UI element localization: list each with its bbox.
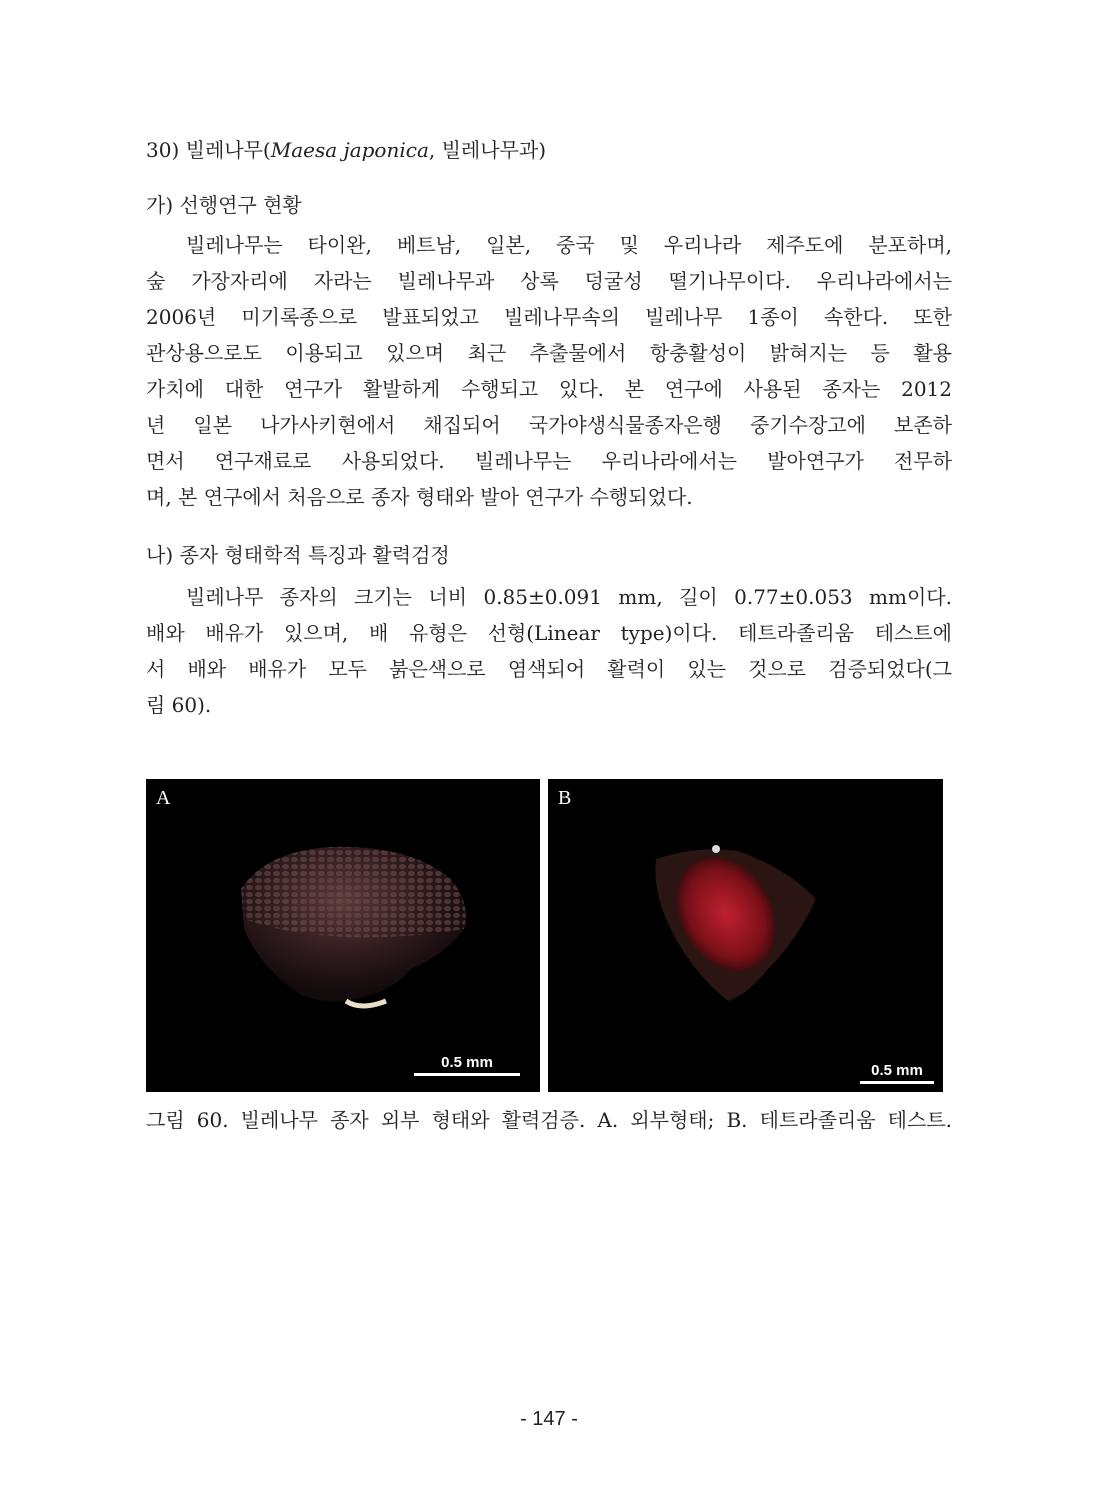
paragraph-line: 숲 가장자리에 자라는 빌레나무과 상록 덩굴성 떨기나무이다. 우리나라에서는 xyxy=(146,269,952,293)
page-number: - 147 - xyxy=(520,1408,578,1430)
section-a-title: 가) 선행연구 현황 xyxy=(146,193,302,217)
paragraph-line: 년 일본 나가사키현에서 채집되어 국가야생식물종자은행 중기수장고에 보존하 xyxy=(146,413,952,437)
figure-panel-a xyxy=(146,779,540,1092)
scale-bar: 0.5 mm xyxy=(860,1062,934,1084)
panel-label: A xyxy=(156,787,171,809)
seed-external-photo xyxy=(146,779,540,1092)
section-b-title: 나) 종자 형태학적 특징과 활력검정 xyxy=(146,543,450,567)
paragraph-line: 서 배와 배유가 모두 붉은색으로 염색되어 활력이 있는 것으로 검증되었다(그 xyxy=(146,657,952,681)
paragraph-line: 가치에 대한 연구가 활발하게 수행되고 있다. 본 연구에 사용된 종자는 2012 xyxy=(146,377,952,401)
paragraph-line: 빌레나무는 타이완, 베트남, 일본, 중국 및 우리나라 제주도에 분포하며, xyxy=(186,233,952,257)
paragraph-line: 관상용으로도 이용되고 있으며 최근 추출물에서 항충활성이 밝혀지는 등 활용 xyxy=(146,341,952,365)
figure-caption: 그림 60. 빌레나무 종자 외부 형태와 활력검증. A. 외부형태; B. 테트라졸리움 테스트. xyxy=(146,1108,952,1132)
paragraph-line: 면서 연구재료로 사용되었다. 빌레나무는 우리나라에서는 발아연구가 전무하 xyxy=(146,449,952,473)
seed-tetrazolium-photo xyxy=(548,779,943,1092)
paragraph-line: 며, 본 연구에서 처음으로 종자 형태와 발아 연구가 수행되었다. xyxy=(146,485,693,509)
paragraph-line: 림 60). xyxy=(146,693,212,717)
scale-bar: 0.5 mm xyxy=(414,1054,520,1076)
paragraph-line: 빌레나무 종자의 크기는 너비 0.85±0.091 mm, 길이 0.77±0.053 mm이다. xyxy=(186,585,952,609)
paragraph-line: 2006년 미기록종으로 발표되었고 빌레나무속의 빌레나무 1종이 속한다. 또한 xyxy=(146,305,952,329)
figure-panel-b xyxy=(548,779,943,1092)
paragraph-line: 배와 배유가 있으며, 배 유형은 선형(Linear type)이다. 테트라졸리움 테스트에 xyxy=(146,621,952,645)
species-heading: 30) 빌레나무(Maesa japonica, 빌레나무과) xyxy=(146,138,546,162)
panel-label: B xyxy=(558,787,572,809)
